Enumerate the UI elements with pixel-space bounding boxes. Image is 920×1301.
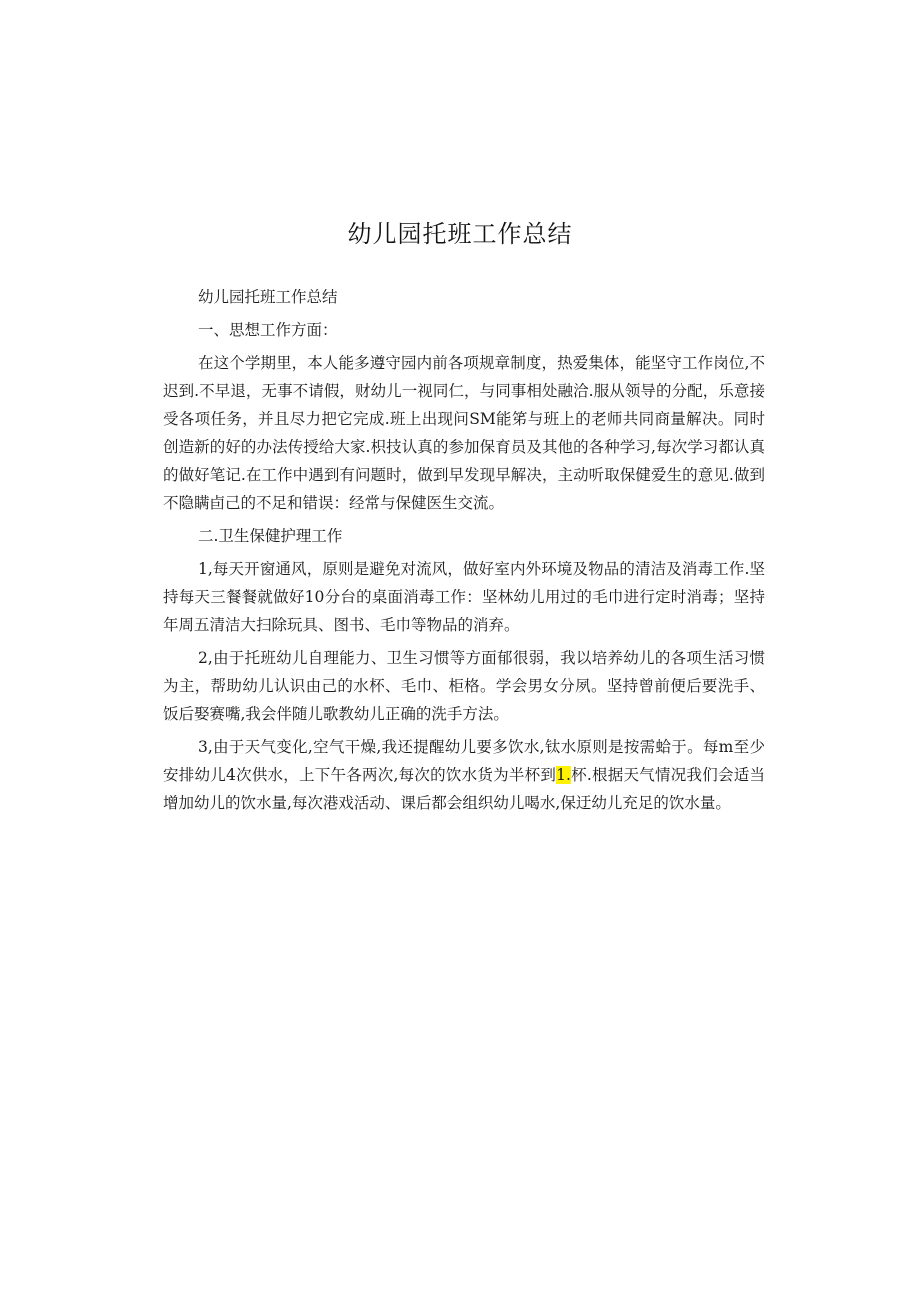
section-1-paragraph: 在这个学期里，本人能多遵守园内前各项规章制度，热爱集体，能坚守工作岗位,不迟到.不早退，无事不请假，财幼儿一视同仁，与同事相处融洽.服从领导的分配，乐意接受各项任务，并且尽力把它完成.班上出现问SM能笫与班上的老师共同商量解决。同时创造新的好的办法传授给大家.枳技认真的参加保育员及其他的各种学习,每次学习都认真的做好笔记.在工作中遇到有问题时，做到早发现早解决，主动听取保健爱生的意见.做到不隐瞒卣己的不足和错误：经常与保健医生交流。 — [163, 354, 765, 512]
item-3-text-after: 杯.根据天气情况我们会适当增加幼儿的饮水量,每次港戏活动、课后都会组织幼儿喝水,保迂幼儿充足的饮水量。 — [163, 766, 765, 812]
section-1-heading: 一、思想工作方面： — [198, 321, 338, 339]
hygiene-item-2: 2,由于托班幼儿自理能力、卫生习惯等方面郁很弱，我以培养幼儿的各项生活习惯为主，帮助幼儿认识由己的水杯、毛巾、柜格。学会男女分夙。坚持曾前便后要洗手、饭后娶赛嘴,我会伴随儿歌教幼儿正确的洗手方法。 — [163, 649, 765, 723]
document-subtitle: 幼儿园托班工作总结 — [198, 288, 338, 306]
section-2-heading: 二.卫生保健护理工作 — [198, 527, 343, 545]
document-body — [163, 283, 765, 822]
item-3-text-before: 3,由于天气变化,空气干燥,我还提醒幼儿要多饮水,钛水原则是按需蛤于。每m至少安排幼儿4次供水，上下午各两次,每次的饮水货为半杯到 — [163, 738, 765, 784]
hygiene-item-3 — [163, 733, 765, 817]
highlighted-text: 1. — [556, 766, 571, 784]
document-title: 幼儿园托班工作总结 — [347, 220, 573, 248]
hygiene-item-1: 1,每天开窗通风，原则是避免对流风，做好室内外环境及物品的清洁及消毒工作.坚持每天三餐餐就做好10分台的桌面消毒工作：坚林幼儿用过的毛巾进行定时消毒；坚持年周五清洁大扫除玩具、图书、毛巾等物品的消弃。 — [163, 560, 765, 634]
